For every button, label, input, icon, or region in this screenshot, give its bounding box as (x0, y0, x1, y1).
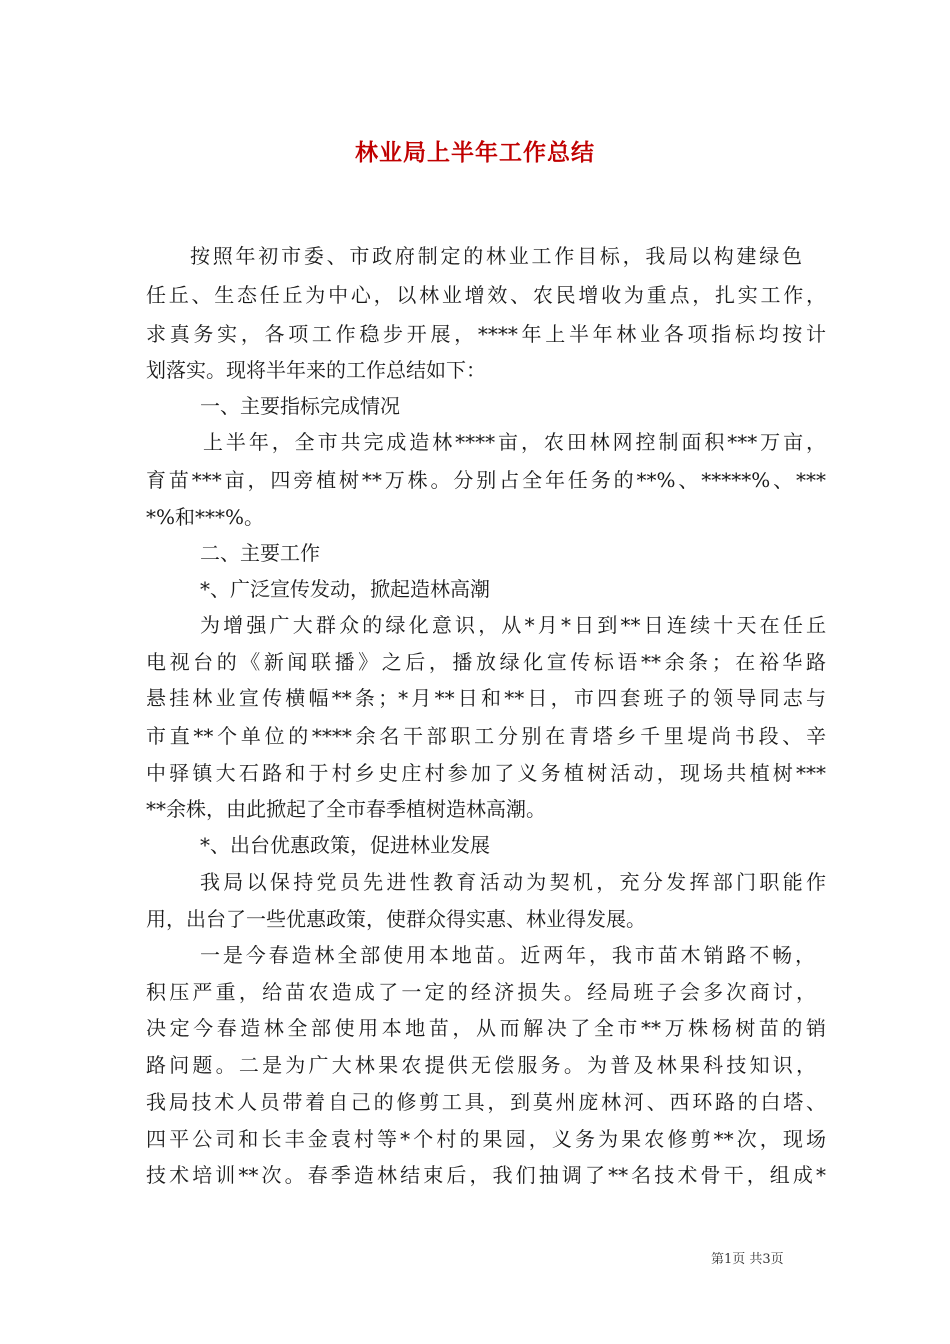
paragraph-line: 一是今春造林全部使用本地苗。近两年，我市苗木销路不畅， (200, 943, 815, 967)
paragraph-line: 四平公司和长丰金袁村等*个村的果园，义务为果农修剪**次，现场 (146, 1127, 826, 1151)
paragraph-line: 用，出台了一些优惠政策，使群众得实惠、林业得发展。 (146, 907, 646, 931)
paragraph-line: 我局技术人员带着自己的修剪工具，到莫州庞林河、西环路的白塔、 (146, 1090, 826, 1114)
paragraph-line: **余株，由此掀起了全市春季植树造林高潮。 (146, 797, 546, 821)
paragraph-line: 求真务实，各项工作稳步开展，****年上半年林业各项指标均按计 (146, 322, 826, 346)
paragraph-line: 电视台的《新闻联播》之后，播放绿化宣传标语**余条；在裕华路 (146, 650, 826, 674)
paragraph-line: 任丘、生态任丘为中心，以林业增效、农民增收为重点，扎实工作， (146, 283, 826, 307)
document-title: 林业局上半年工作总结 (355, 139, 595, 166)
paragraph-line: 积压严重，给苗农造成了一定的经济损失。经局班子会多次商讨， (146, 980, 816, 1004)
paragraph-line: *%和***%。 (146, 505, 265, 529)
paragraph-line: 决定今春造林全部使用本地苗，从而解决了全市**万株杨树苗的销 (146, 1016, 826, 1040)
subsection-heading: *、广泛宣传发动，掀起造林高潮 (200, 577, 490, 601)
paragraph-line: 上半年，全市共完成造林****亩，农田林网控制面积***万亩， (203, 430, 826, 454)
paragraph-line: 育苗***亩，四旁植树**万株。分别占全年任务的**%、*****%、*** (146, 468, 826, 492)
paragraph-line: 划落实。现将半年来的工作总结如下： (146, 358, 486, 382)
paragraph-line: 为增强广大群众的绿化意识，从*月*日到**日连续十天在任丘 (200, 613, 826, 637)
paragraph-line: 路问题。二是为广大林果农提供无偿服务。为普及林果科技知识， (146, 1053, 816, 1077)
paragraph-line: 市直**个单位的****余名干部职工分别在青塔乡千里堤尚书段、辛 (146, 724, 826, 748)
paragraph-line: 中驿镇大石路和于村乡史庄村参加了义务植树活动，现场共植树*** (146, 761, 826, 785)
section-heading: 二、主要工作 (200, 541, 320, 565)
paragraph-line: 技术培训**次。春季造林结束后，我们抽调了**名技术骨干，组成* (146, 1163, 826, 1187)
page-number: 第1页 共3页 (711, 1252, 784, 1267)
paragraph-line: 按照年初市委、市政府制定的林业工作目标，我局以构建绿色 (190, 244, 802, 268)
section-heading: 一、主要指标完成情况 (200, 394, 400, 418)
paragraph-line: 悬挂林业宣传横幅**条；*月**日和**日，市四套班子的领导同志与 (146, 686, 826, 710)
paragraph-line: 我局以保持党员先进性教育活动为契机，充分发挥部门职能作 (200, 870, 826, 894)
subsection-heading: *、出台优惠政策，促进林业发展 (200, 833, 490, 857)
